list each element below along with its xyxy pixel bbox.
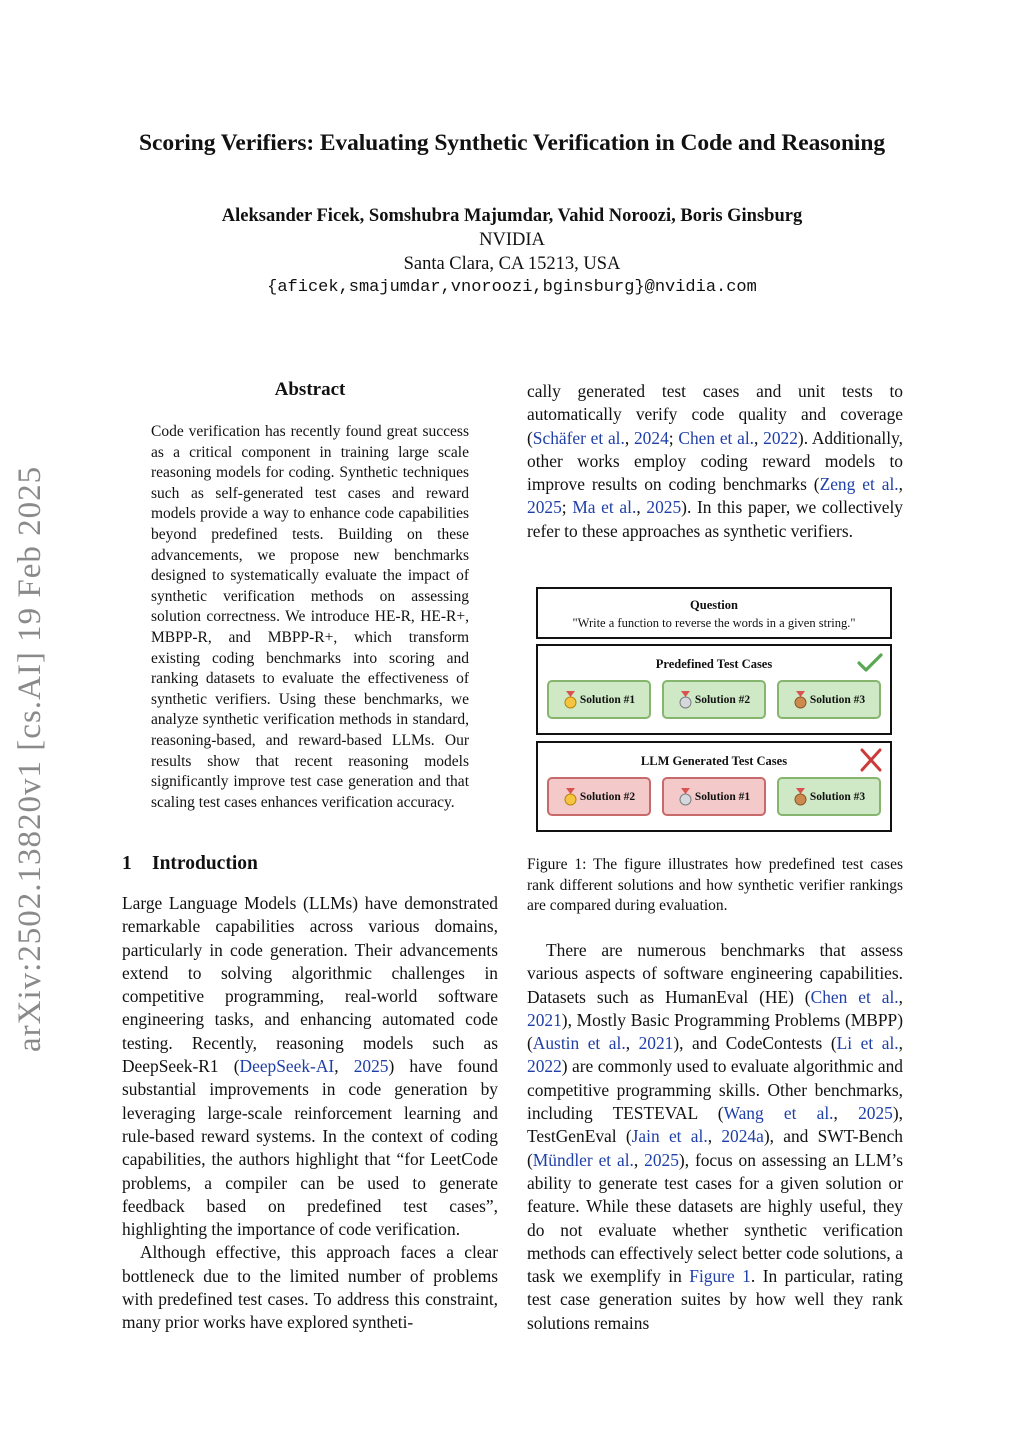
text-run: ,	[707, 1126, 722, 1147]
text-run: ,	[636, 497, 647, 518]
author-block	[0, 204, 1024, 300]
citation-link[interactable]: Ma et al.	[572, 497, 637, 518]
solution-label: Solution #1	[694, 790, 751, 803]
question-label: Question	[690, 598, 738, 612]
silver-medal-icon	[678, 691, 693, 709]
figure-caption: Figure 1: The figure illustrates how predefined test cases rank different solutions and how synthetic verifier rankings are compared during evaluation.	[527, 856, 903, 915]
citation-link[interactable]: 2022	[527, 1056, 562, 1077]
figure-reference-link[interactable]: Figure 1	[689, 1266, 751, 1287]
llm-solution-rank-3	[777, 777, 881, 816]
solution-label: Solution #2	[579, 790, 636, 803]
citation-link[interactable]: Jain et al.	[631, 1126, 708, 1147]
citation-link[interactable]: Austin et al.	[532, 1033, 626, 1054]
citation-link[interactable]: 2025	[353, 1056, 389, 1077]
citation-link[interactable]: 2025	[646, 497, 682, 518]
predefined-solution-3	[777, 680, 881, 719]
figure-1	[536, 587, 892, 833]
citation-link[interactable]: 2021	[527, 1009, 562, 1030]
solution-label: Solution #3	[809, 790, 866, 803]
predefined-solution-2	[662, 680, 766, 719]
citation-link[interactable]: Chen et al.	[678, 427, 755, 448]
text-run: ,	[833, 1103, 859, 1124]
text-run: . In particular, rating test case generation suites by how well they rank solutions remains	[527, 1266, 904, 1333]
x-mark-icon	[856, 748, 884, 772]
text-run: ,	[625, 1033, 639, 1054]
citation-link[interactable]: DeepSeek-AI	[239, 1056, 335, 1077]
text-run: ), TestGenEval (	[527, 1103, 903, 1147]
citation-link[interactable]: Mündler et al.	[532, 1149, 634, 1170]
citation-link[interactable]: Zeng et al.	[819, 474, 899, 495]
citation-link[interactable]: Schäfer et al.	[532, 427, 625, 448]
predefined-label: Predefined Test Cases	[655, 657, 773, 671]
text-run: cally generated test cases and unit tests to automatically verify code quality and coverage (	[527, 381, 903, 448]
right-paragraph-1	[527, 380, 903, 543]
abstract-text: Code verification has recently found great success as a critical component in training large scale reasoning models for coding. Synthetic techniques such as self-generated test cases and reward models provide a way to enhance code capabilities beyond predefined tests. Building on these advancements, we propose new benchmarks designed to systematically evaluate the impact of synthetic verification methods on assessing solution correctness. We introduce HE-R, HE-R+, MBPP-R, and MBPP-R+, which transform existing coding benchmarks into scoring and ranking datasets to evaluate the effectiveness of synthetic verifiers. Using these benchmarks, we analyze synthetic verification methods in standard, reasoning-based, and reward-based LLMs. Our results show that recent reasoning models significantly improve test case generation and that scaling test cases enhances verification accuracy.	[151, 423, 469, 811]
affiliation: NVIDIA	[479, 230, 545, 250]
silver-medal-icon	[678, 788, 693, 806]
intro-paragraph-2: Although effective, this approach faces a clear bottleneck due to the limited number of problems with predefined test cases. To address this constraint, many prior works have explored syntheti-	[122, 1242, 498, 1333]
section-heading-introduction	[122, 853, 502, 875]
section-title: Introduction	[152, 853, 258, 874]
check-mark-icon	[856, 651, 884, 675]
predefined-solution-1	[547, 680, 651, 719]
solution-label: Solution #1	[579, 693, 636, 706]
citation-link[interactable]: 2025	[858, 1103, 893, 1124]
question-box	[536, 587, 892, 639]
text-run: ), focus on assessing an LLM’s ability to generate test cases for a given solution or feature. While these datasets are highly useful, they do not evaluate whether synthetic verification methods can effectively select better code solutions, a task we exemplify in	[527, 1149, 903, 1287]
paper-title: Scoring Verifiers: Evaluating Synthetic Verification in Code and Reasoning	[139, 130, 885, 156]
text-run: ), and CodeContests (	[673, 1033, 837, 1054]
citation-link[interactable]: Wang et al.	[723, 1103, 834, 1124]
text-run: ). In this paper, we collectively refer to these approaches as synthetic verifiers.	[527, 497, 904, 541]
intro-paragraph-1	[122, 892, 498, 1241]
gold-medal-icon	[563, 788, 578, 806]
text-run: ), Mostly Basic Programming Problems (MBPP) (	[527, 1009, 903, 1054]
intro-left-column	[122, 892, 498, 1335]
section-number: 1	[122, 853, 132, 874]
abstract-heading: Abstract	[274, 379, 346, 400]
text-run: ;	[668, 427, 679, 448]
bronze-medal-icon	[793, 691, 808, 709]
text-run: ,	[898, 986, 903, 1007]
author-names: Aleksander Ficek, Somshubra Majumdar, Vahid Noroozi, Boris Ginsburg	[221, 206, 803, 226]
citation-link[interactable]: 2024	[633, 427, 669, 448]
text-run: ) have found substantial improvements in code generation by leveraging large-scale reinforcement learning and rule-based reward systems. In the context of coding capabilities, the authors highlight that “for LeetCode problems, a compiler can be used to generate feedback based on predefined test cases”, highlighting the importance of code verification.	[122, 1056, 498, 1240]
llm-label: LLM Generated Test Cases	[640, 754, 788, 768]
citation-link[interactable]: 2022	[763, 427, 798, 448]
right-paragraph-2	[527, 939, 903, 1335]
citation-link[interactable]: 2021	[638, 1033, 674, 1054]
location: Santa Clara, CA 15213, USA	[403, 254, 621, 274]
author-emails: {aficek,smajumdar,vnoroozi,bginsburg}@nvidia.com	[267, 278, 757, 297]
text-run: ;	[561, 497, 573, 518]
citation-link[interactable]: 2025	[527, 497, 562, 518]
text-run: ,	[334, 1056, 354, 1077]
solution-label: Solution #2	[694, 693, 751, 706]
bronze-medal-icon	[793, 788, 808, 806]
text-run: ,	[898, 1033, 903, 1054]
text-run: ,	[754, 427, 764, 448]
text-run: ,	[898, 474, 903, 495]
solution-label: Solution #3	[809, 693, 866, 706]
arxiv-stamp: arXiv:2502.13820v1 [cs.AI] 19 Feb 2025	[12, 465, 48, 1052]
llm-generated-test-cases-box	[536, 741, 892, 832]
text-run: Large Language Models (LLMs) have demonstrated remarkable capabilities across various domains, particularly in code generation. Their advancements extend to solving algorithmic challenges in competitive programming, real-world software engineering tasks, and enhancing automated code testing. Recently, reasoning models such as DeepSeek-R1 (	[122, 893, 498, 1077]
llm-solution-rank-1	[547, 777, 651, 816]
right-column-top	[527, 380, 903, 543]
gold-medal-icon	[563, 691, 578, 709]
citation-link[interactable]: 2025	[644, 1149, 679, 1170]
text-run: There are numerous benchmarks that assess various aspects of software engineering capabilities. Datasets such as HumanEval (HE) (	[527, 940, 903, 1007]
text-run: ) are commonly used to evaluate algorithmic and competitive programming skills. Other benchmarks, including TESTEVAL (	[527, 1056, 903, 1124]
right-column-bottom	[527, 939, 903, 1335]
citation-link[interactable]: 2024a	[721, 1126, 764, 1147]
predefined-test-cases-box	[536, 644, 892, 735]
text-run: ,	[624, 427, 634, 448]
citation-link[interactable]: Chen et al.	[810, 986, 899, 1007]
text-run: ,	[633, 1149, 645, 1170]
llm-solution-rank-2	[662, 777, 766, 816]
text-run: ). Additionally, other works employ coding reward models to improve results on coding benchmarks (	[527, 427, 903, 495]
question-text: "Write a function to reverse the words in a given string."	[572, 616, 856, 630]
text-run: ), and SWT-Bench (	[527, 1126, 903, 1170]
citation-link[interactable]: Li et al.	[836, 1033, 899, 1054]
